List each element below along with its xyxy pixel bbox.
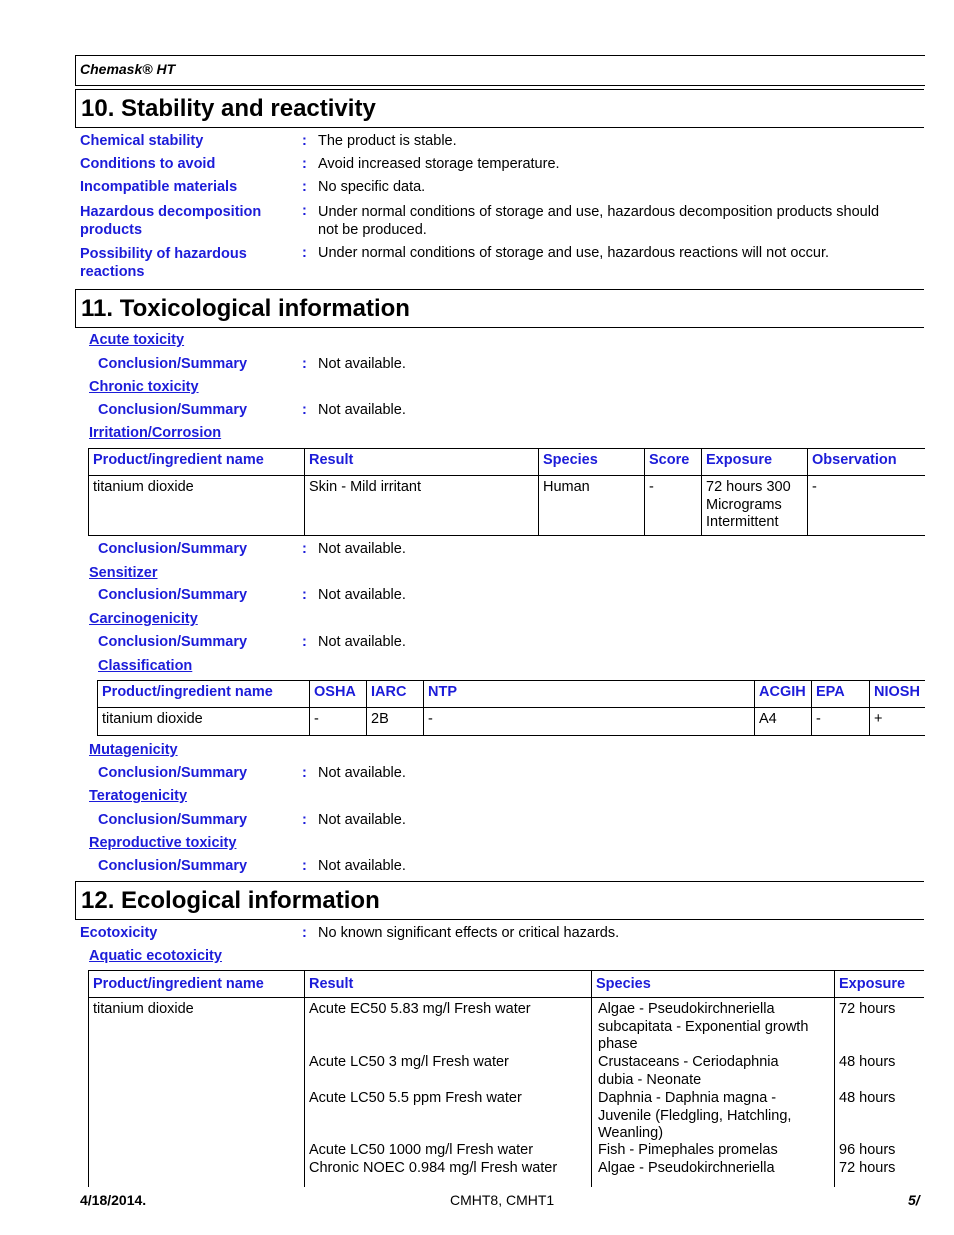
product-name: Chemask® HT	[80, 61, 176, 77]
section-12-title: 12. Ecological information	[75, 881, 924, 920]
conclusion-value: Not available.	[318, 587, 406, 603]
colon: :	[302, 245, 307, 261]
table-border-header	[88, 997, 924, 998]
conditions-to-avoid-value: Avoid increased storage temperature.	[318, 156, 560, 172]
result-cell: Acute LC50 3 mg/l Fresh water	[309, 1054, 509, 1070]
species-line: Weanling)	[598, 1125, 664, 1141]
conclusion-value: Not available.	[318, 765, 406, 781]
table-cell: +	[870, 708, 925, 736]
column-header: ACGIH	[755, 681, 812, 708]
table-cell: -	[812, 708, 870, 736]
section-10-title: 10. Stability and reactivity	[75, 89, 924, 128]
colon: :	[302, 356, 307, 372]
table-header-row	[89, 449, 925, 476]
exposure-cell: 48 hours	[839, 1054, 896, 1070]
colon: :	[302, 541, 307, 557]
document-header	[75, 55, 925, 86]
value-line: Under normal conditions of storage and use, hazardous decomposition products should	[318, 204, 880, 220]
table-cell: A4	[755, 708, 812, 736]
column-header: Product/ingredient name	[93, 976, 264, 992]
carcinogenicity-heading[interactable]: Carcinogenicity	[89, 611, 198, 627]
colon: :	[302, 634, 307, 650]
species-line: Daphnia - Daphnia magna -	[598, 1090, 777, 1106]
result-cell: Acute LC50 1000 mg/l Fresh water	[309, 1142, 534, 1158]
column-header: Score	[645, 449, 702, 476]
species-cell: Fish - Pimephales promelas	[598, 1142, 778, 1158]
species-line: dubia - Neonate	[598, 1071, 702, 1088]
result-cell: Chronic NOEC 0.984 mg/l Fresh water	[309, 1160, 558, 1176]
table-cell: -	[310, 708, 367, 736]
incompatible-materials-label: Incompatible materials	[80, 179, 238, 195]
sensitizer-heading[interactable]: Sensitizer	[89, 565, 158, 581]
table-cell: titanium dioxide	[98, 708, 310, 736]
conclusion-value: Not available.	[318, 356, 406, 372]
irritation-corrosion-heading[interactable]: Irritation/Corrosion	[89, 425, 222, 441]
exposure-cell: 72 hours	[839, 1001, 896, 1017]
colon: :	[302, 402, 307, 418]
conclusion-value: Not available.	[318, 858, 406, 874]
column-header: Species	[539, 449, 645, 476]
table-cell	[702, 476, 808, 536]
aquatic-table	[88, 970, 924, 1187]
colon: :	[302, 765, 307, 781]
teratogenicity-heading[interactable]: Teratogenicity	[89, 788, 188, 804]
hazardous-reactions-label	[80, 245, 247, 281]
label-line: products	[80, 222, 143, 238]
species-cell: Algae - Pseudokirchneriella	[598, 1160, 775, 1176]
label-line: reactions	[80, 264, 145, 280]
section-11-title: 11. Toxicological information	[75, 289, 924, 328]
column-header: Exposure	[839, 976, 906, 992]
exposure-cell: 72 hours	[839, 1160, 896, 1176]
hazardous-reactions-value: Under normal conditions of storage and use, hazardous reactions will not occur.	[318, 245, 830, 261]
hazardous-decomposition-label	[80, 203, 261, 239]
column-header: EPA	[812, 681, 870, 708]
value-line: not be produced.	[318, 222, 427, 238]
column-header: Observation	[808, 449, 925, 476]
result-cell: Acute LC50 5.5 ppm Fresh water	[309, 1090, 522, 1106]
column-header: NIOSH	[870, 681, 925, 708]
exposure-cell: 96 hours	[839, 1142, 896, 1158]
conclusion-label: Conclusion/Summary	[98, 858, 248, 874]
table-border-col	[304, 970, 305, 1187]
chemical-stability-value: The product is stable.	[318, 133, 457, 149]
species-line: subcapitata - Exponential growth	[598, 1018, 809, 1035]
table-cell: Skin - Mild irritant	[305, 476, 539, 536]
chemical-stability-label: Chemical stability	[80, 133, 204, 149]
colon: :	[302, 133, 307, 149]
classification-table	[97, 680, 925, 736]
table-border-left	[88, 970, 89, 1187]
colon: :	[302, 925, 307, 941]
conclusion-value: Not available.	[318, 541, 406, 557]
conclusion-label: Conclusion/Summary	[98, 587, 248, 603]
table-row	[98, 708, 925, 736]
species-line: phase	[598, 1036, 638, 1052]
hazardous-decomposition-value	[318, 203, 879, 239]
table-cell: Human	[539, 476, 645, 536]
footer-code: CMHT8, CMHT1	[450, 1192, 555, 1208]
column-header: Product/ingredient name	[89, 449, 305, 476]
incompatible-materials-value: No specific data.	[318, 179, 426, 195]
ecotoxicity-label: Ecotoxicity	[80, 925, 158, 941]
chronic-toxicity-heading[interactable]: Chronic toxicity	[89, 379, 199, 395]
ingredient-name: titanium dioxide	[93, 1001, 194, 1017]
label-line: Hazardous decomposition	[80, 204, 262, 220]
colon: :	[302, 587, 307, 603]
conclusion-label: Conclusion/Summary	[98, 634, 248, 650]
conditions-to-avoid-label: Conditions to avoid	[80, 156, 216, 172]
species-cell	[598, 1054, 779, 1089]
column-header: IARC	[367, 681, 424, 708]
colon: :	[302, 179, 307, 195]
conclusion-label: Conclusion/Summary	[98, 356, 248, 372]
table-cell: -	[645, 476, 702, 536]
table-header-row	[98, 681, 925, 708]
label-line: Possibility of hazardous	[80, 246, 247, 262]
table-cell: titanium dioxide	[89, 476, 305, 536]
column-header: Exposure	[702, 449, 808, 476]
table-cell: -	[424, 708, 755, 736]
species-line: Juvenile (Fledgling, Hatchling,	[598, 1107, 792, 1124]
table-row	[89, 476, 925, 536]
colon: :	[302, 812, 307, 828]
species-line: Algae - Pseudokirchneriella	[598, 1001, 775, 1017]
conclusion-label: Conclusion/Summary	[98, 765, 248, 781]
mutagenicity-heading[interactable]: Mutagenicity	[89, 742, 178, 758]
colon: :	[302, 156, 307, 172]
cell-line: 72 hours 300	[706, 479, 791, 495]
exposure-cell: 48 hours	[839, 1090, 896, 1106]
table-cell: -	[808, 476, 925, 536]
cell-line: Intermittent	[706, 514, 779, 530]
footer-page: 5/	[908, 1192, 920, 1208]
species-line: Crustaceans - Ceriodaphnia	[598, 1054, 779, 1070]
table-border-col	[591, 970, 592, 1187]
column-header: OSHA	[310, 681, 367, 708]
irritation-table	[88, 448, 925, 536]
column-header: Species	[596, 976, 651, 992]
column-header: NTP	[424, 681, 755, 708]
table-border-top	[88, 970, 924, 971]
colon: :	[302, 203, 307, 219]
conclusion-value: Not available.	[318, 402, 406, 418]
ecotoxicity-value: No known significant effects or critical hazards.	[318, 925, 620, 941]
conclusion-value: Not available.	[318, 634, 406, 650]
table-border-col	[834, 970, 835, 1187]
acute-toxicity-heading[interactable]: Acute toxicity	[89, 332, 185, 348]
table-cell: 2B	[367, 708, 424, 736]
column-header: Product/ingredient name	[98, 681, 310, 708]
conclusion-label: Conclusion/Summary	[98, 541, 248, 557]
species-cell	[598, 1090, 791, 1143]
colon: :	[302, 858, 307, 874]
conclusion-value: Not available.	[318, 812, 406, 828]
classification-heading[interactable]: Classification	[98, 658, 193, 674]
aquatic-ecotoxicity-heading[interactable]: Aquatic ecotoxicity	[89, 948, 222, 964]
footer-date: 4/18/2014.	[80, 1192, 147, 1208]
conclusion-label: Conclusion/Summary	[98, 812, 248, 828]
result-cell: Acute EC50 5.83 mg/l Fresh water	[309, 1001, 531, 1017]
species-cell	[598, 1001, 808, 1054]
column-header: Result	[309, 976, 354, 992]
cell-line: Micrograms	[706, 496, 782, 513]
conclusion-label: Conclusion/Summary	[98, 402, 248, 418]
column-header: Result	[305, 449, 539, 476]
reproductive-toxicity-heading[interactable]: Reproductive toxicity	[89, 835, 237, 851]
